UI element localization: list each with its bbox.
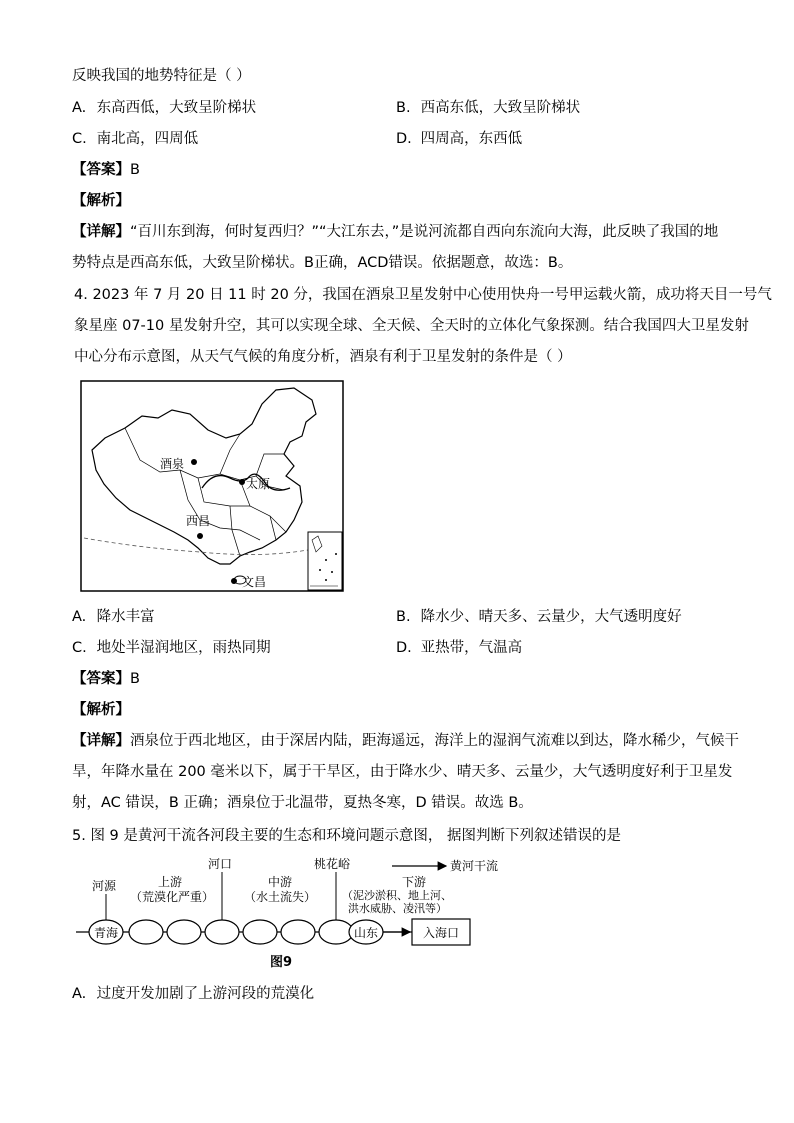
q5-stem: 5. 图 9 是黄河干流各河段主要的生态和环境问题示意图， 据图判断下列叙述错误的是: [72, 828, 621, 844]
q4-option-a: A. 降水丰富: [72, 609, 155, 625]
upper-note: （荒漠化严重）: [130, 890, 215, 904]
q3-detail-line2: 势特点是西高东低，大致呈阶梯状。B正确，ACD错误。依据题意，故选：B。: [72, 255, 573, 271]
flow-label: 黄河干流: [450, 859, 499, 873]
qinghai-label: 青海: [94, 926, 119, 940]
q3-detail-line1: 【详解】“百川东到海，何时复西归？”“大江东去，”是说河流都自西向东流向大海，此反映了我国的地: [72, 224, 719, 240]
yellow-river-diagram: [74, 852, 514, 974]
wenchang-site-dot: [231, 578, 237, 584]
q4-detail-line1: 【详解】酒泉位于西北地区，由于深居内陆，距海遥远，海洋上的湿润气流难以到达，降水稀少，气候干: [72, 733, 739, 749]
upper-label: 上游: [158, 875, 183, 889]
wenchang-label: 文昌: [242, 575, 267, 589]
lower-note-2: 洪水威胁、凌汛等）: [348, 902, 447, 915]
q3-option-a: A. 东高西低，大致呈阶梯状: [72, 100, 257, 116]
q3-option-d: D. 四周高，东西低: [396, 131, 523, 147]
q3-answer: 【答案】B: [72, 162, 140, 178]
lower-note-1: （泥沙淤积、地上河、: [342, 889, 452, 902]
taohuayu-label: 桃花峪: [314, 857, 351, 871]
q4-stem-line3: 中心分布示意图，从天气气候的角度分析，酒泉有利于卫星发射的条件是（ ）: [74, 349, 572, 365]
q4-detail-line3: 射，AC 错误，B 正确；酒泉位于北温带，夏热冬寒，D 错误。故选 B。: [72, 795, 533, 811]
q4-stem-line2: 象星座 07-10 星发射升空，其可以实现全球、全天候、全天时的立体化气象探测。结合我国四大卫星发射: [74, 318, 749, 334]
q4-option-b: B. 降水少、晴天多、云量少，大气透明度好: [396, 609, 682, 625]
heyuan-label: 河源: [92, 879, 117, 893]
china-launch-sites-map: [80, 380, 344, 592]
q4-stem-line1: 4. 2023 年 7 月 20 日 11 时 20 分，我国在酒泉卫星发射中心使用快舟一号甲运载火箭，成功将天目一号气: [74, 287, 772, 303]
lower-label: 下游: [402, 875, 427, 889]
q3-stem-tail: 反映我国的地势特征是（ ）: [72, 68, 251, 84]
q3-option-c: C. 南北高，四周低: [72, 131, 199, 147]
xichang-site-dot: [197, 533, 203, 539]
q4-answer: 【答案】B: [72, 671, 140, 687]
jiuquan-site-dot: [191, 459, 197, 465]
figure-caption: 图9: [270, 955, 293, 970]
q4-analysis-tag: 【解析】: [72, 702, 130, 718]
taiyuan-site-dot: [239, 479, 245, 485]
q5-option-a: A. 过度开发加剧了上游河段的荒漠化: [72, 986, 315, 1002]
q4-option-c: C. 地处半湿润地区，雨热同期: [72, 640, 271, 656]
q4-option-d: D. 亚热带，气温高: [396, 640, 523, 656]
q3-option-b: B. 西高东低，大致呈阶梯状: [396, 100, 581, 116]
jiuquan-label: 酒泉: [160, 457, 185, 471]
sea-label: 入海口: [423, 926, 460, 940]
q4-detail-line2: 旱，年降水量在 200 毫米以下，属于干旱区，由于降水少、晴天多、云量少，大气透明度好利于卫星发: [72, 764, 733, 780]
middle-note: （水土流失）: [244, 890, 317, 904]
hekou-label: 河口: [208, 857, 233, 871]
xichang-label: 西昌: [186, 514, 211, 528]
q3-analysis-tag: 【解析】: [72, 193, 130, 209]
taiyuan-label: 太原: [246, 477, 271, 491]
middle-label: 中游: [268, 875, 293, 889]
shandong-label: 山东: [354, 926, 379, 940]
